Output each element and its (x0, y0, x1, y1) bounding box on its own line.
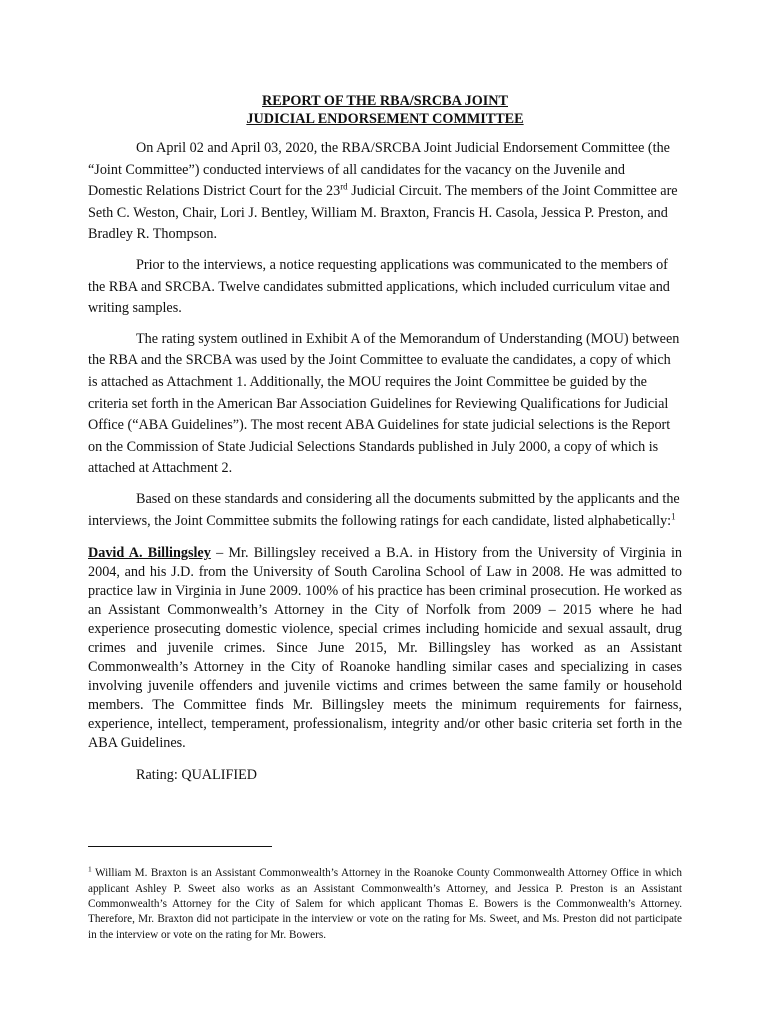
footnote (88, 866, 682, 943)
candidate-entry (88, 544, 682, 753)
title-line-2: JUDICIAL ENDORSEMENT COMMITTEE (246, 111, 524, 127)
ratings-intro-text: Based on these standards and considering all the documents submitted by the applicants and the interviews, the Joint Committee submits the following ratings for each candidate, listed alphabetically: (88, 490, 680, 529)
intro-text-b: Judicial Circuit. The members of the Joint Committee are Seth C. Weston, Chair, Lori J. Bentley, William M. Braxton, Francis H. Casola, Jessica P. Preston, and Bradley R. Thompson. (88, 183, 678, 243)
ratings-intro-paragraph (88, 489, 682, 532)
footnote-text: William M. Braxton is an Assistant Commonwealth’s Attorney in the Roanoke County Commonwealth Attorney Office in which applicant Ashley P. Sweet also works as an Assistant Commonwealth’s Attorney, and Jessica P. Preston is an Assistant Commonwealth’s Attorney for the City of Salem for which applicant Thomas E. Bowers is the Commonwealth’s Attorney. Therefore, Mr. Braxton did not participate in the interview or vote on the rating for Ms. Sweet, and Ms. Preston did not participate in the interview or vote on the rating for Mr. Bowers. (88, 867, 682, 941)
title-line-1: REPORT OF THE RBA/SRCBA JOINT (262, 93, 508, 109)
intro-paragraph (88, 138, 682, 246)
footnote-divider (88, 846, 272, 847)
candidate-name: David A. Billingsley (88, 545, 211, 562)
rating-system-paragraph: The rating system outlined in Exhibit A of the Memorandum of Understanding (MOU) between the RBA and the SRCBA was used by the Joint Committee to evaluate the candidates, a copy of which is attached as Attachment 1. Additionally, the MOU requires the Joint Committee be guided by the criteria set forth in the American Bar Association Guidelines for Reviewing Qualifications for Judicial Office (“ABA Guidelines”). The most recent ABA Guidelines for state judicial selections is the Report on the Commission of State Judicial Selections Standards published in July 2000, a copy of which is attached at Attachment 2. (88, 330, 680, 477)
candidate-description: – Mr. Billingsley received a B.A. in History from the University of Virginia in 2004, and his J.D. from the University of South Carolina School of Law in 2008. He was admitted to practice law in Virginia in June 2009. 100% of his practice has been criminal prosecution. He worked as an Assistant Commonwealth’s Attorney in the City of Norfolk from 2009 – 2015 where he had experience prosecuting domestic violence, special crimes including homicide and sexual assault, drug crimes and juvenile crimes. Since June 2015, Mr. Billingsley has worked as an Assistant Commonwealth’s Attorney in the City of Roanoke handling similar cases and specializing in cases involving juvenile offenders and juvenile victims and crimes between the same family or household members. The Committee finds Mr. Billingsley meets the minimum requirements for fairness, experience, intellect, temperament, professionalism, integrity and/or other basic criteria set forth in the ABA Guidelines. (88, 545, 682, 752)
intro-text-a: On April 02 and April 03, 2020, the RBA/SRCBA Joint Judicial Endorsement Committee (the “Joint Committee”) conducted interviews of all candidates for the vacancy on the Juvenile and Domestic Relations District Court for the 23 (88, 140, 670, 200)
notice-paragraph: Prior to the interviews, a notice requesting applications was communicated to the members of the RBA and SRCBA. Twelve candidates submitted applications, which included curriculum vitae and writing samples. (88, 256, 670, 317)
candidate-rating: Rating: QUALIFIED (136, 767, 257, 784)
report-title (88, 92, 682, 128)
ordinal-superscript: rd (340, 181, 348, 192)
footnote-reference: 1 (671, 510, 676, 521)
document-page (88, 92, 682, 785)
footnote-mark: 1 (88, 864, 92, 874)
